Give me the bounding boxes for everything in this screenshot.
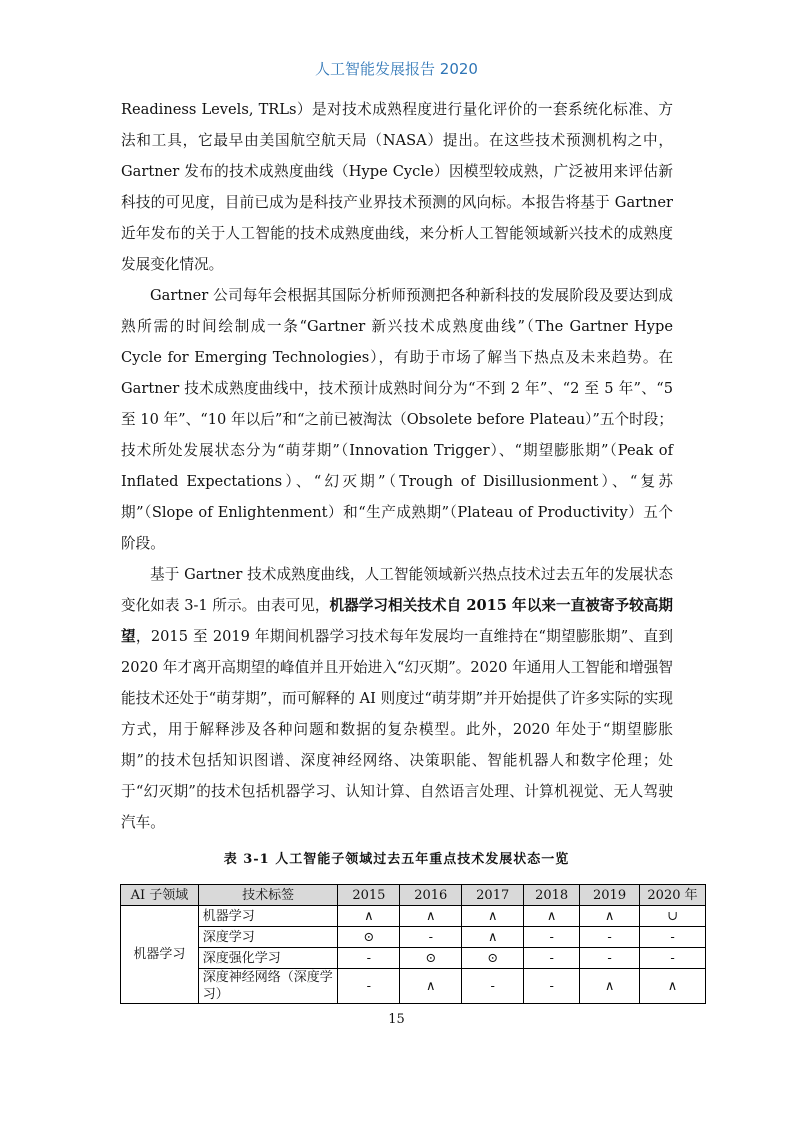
table-row [121, 927, 706, 948]
status-cell: ∧ [524, 906, 580, 927]
paragraph-3-bold: 机器学习相关技术自 2015 年以来一直被寄予较高期望 [121, 597, 674, 645]
status-cell: ∧ [400, 906, 462, 927]
paragraph-3 [121, 559, 673, 838]
table-row [121, 906, 706, 927]
status-cell: - [580, 927, 640, 948]
table-row [121, 969, 706, 1004]
status-cell: ∧ [462, 906, 524, 927]
status-cell: ∧ [580, 969, 640, 1004]
header-cell: 2019 [580, 885, 640, 906]
table-header-row [121, 885, 706, 906]
header-cell: 2016 [400, 885, 462, 906]
body-text [121, 94, 673, 838]
page-number: 15 [388, 1012, 405, 1027]
status-cell: ∧ [640, 969, 706, 1004]
tag-cell: 机器学习 [198, 906, 338, 927]
tag-cell: 深度强化学习 [198, 948, 338, 969]
header-cell: 2020 年 [640, 885, 706, 906]
status-cell: ⊙ [400, 948, 462, 969]
status-cell: ∧ [462, 927, 524, 948]
status-cell: - [640, 948, 706, 969]
status-cell: - [640, 927, 706, 948]
status-cell: ∪ [640, 906, 706, 927]
status-cell: - [524, 948, 580, 969]
status-cell: ∧ [338, 906, 400, 927]
paragraph-3-start: 基于 Gartner 技术成熟度曲线，人工智能领域新兴热点技术过去五年的发展状态变化如表 3-1 所示。由表可见， [121, 566, 673, 614]
header-cell: AI 子领域 [121, 885, 199, 906]
status-cell: - [338, 948, 400, 969]
table-row [121, 948, 706, 969]
status-cell: - [524, 969, 580, 1004]
tag-cell: 深度神经网络（深度学习） [198, 969, 338, 1004]
paragraph-2: Gartner 公司每年会根据其国际分析师预测把各种新科技的发展阶段及要达到成熟所需的时间绘制成一条“Gartner 新兴技术成熟度曲线”（The Gartner Hype Cycle for Emerging Technologies），有助于市场了解当下热点及未来趋势。在 Gartner 技术成熟度曲线中，技术预计成熟时间分为“不到 2 年”、“2 至 5 年”、“5 至 10 年”、“10 年以后”和“之前已被淘汰（Obsolete before Plateau）”五个时段；技术所处发展状态分为“萌芽期”（Innovation Trigger）、“期望膨胀期”（Peak of Inflated Expectations）、“幻灭期”（Trough of Disillusionment）、“复苏期”（Slope of Enlightenment）和“生产成熟期”（Plateau of Productivity）五个阶段。 [121, 287, 673, 552]
header-cell: 2018 [524, 885, 580, 906]
status-cell: - [524, 927, 580, 948]
status-cell: - [400, 927, 462, 948]
paragraph-3-rest: ，2015 至 2019 年期间机器学习技术每年发展均一直维持在“期望膨胀期”、直到 2020 年才离开高期望的峰值并且开始进入“幻灭期”。2020 年通用人工智能和增强智能技术还处于“萌芽期”，而可解释的 AI 则度过“萌芽期”并开始提供了许多实际的实现方式，用于解释涉及各种问题和数据的复杂模型。此外，2020 年处于“期望膨胀期”的技术包括知识图谱、深度神经网络、决策职能、智能机器人和数字伦理；处于“幻灭期”的技术包括机器学习、认知计算、自然语言处理、计算机视觉、无人驾驶汽车。 [121, 628, 673, 831]
domain-cell: 机器学习 [121, 906, 199, 1004]
status-cell: - [580, 948, 640, 969]
paragraph-1: Readiness Levels, TRLs）是对技术成熟程度进行量化评价的一套系统化标准、方法和工具，它最早由美国航空航天局（NASA）提出。在这些技术预测机构之中，Gartner 发布的技术成熟度曲线（Hype Cycle）因模型较成熟，广泛被用来评估新科技的可见度，目前已成为是科技产业界技术预测的风向标。本报告将基于 Gartner 近年发布的关于人工智能的技术成熟度曲线，来分析人工智能领域新兴技术的成熟度发展变化情况。 [121, 101, 673, 273]
status-cell: - [338, 969, 400, 1004]
header-cell: 2017 [462, 885, 524, 906]
status-cell: ∧ [580, 906, 640, 927]
status-cell: ⊙ [338, 927, 400, 948]
header-cell: 2015 [338, 885, 400, 906]
status-cell: ∧ [400, 969, 462, 1004]
status-table [120, 884, 706, 1004]
table-caption: 表 3-1 人工智能子领域过去五年重点技术发展状态一览 [223, 852, 570, 867]
status-cell: - [462, 969, 524, 1004]
status-cell: ⊙ [462, 948, 524, 969]
header-cell: 技术标签 [198, 885, 338, 906]
page-header: 人工智能发展报告 2020 [315, 60, 478, 78]
tag-cell: 深度学习 [198, 927, 338, 948]
